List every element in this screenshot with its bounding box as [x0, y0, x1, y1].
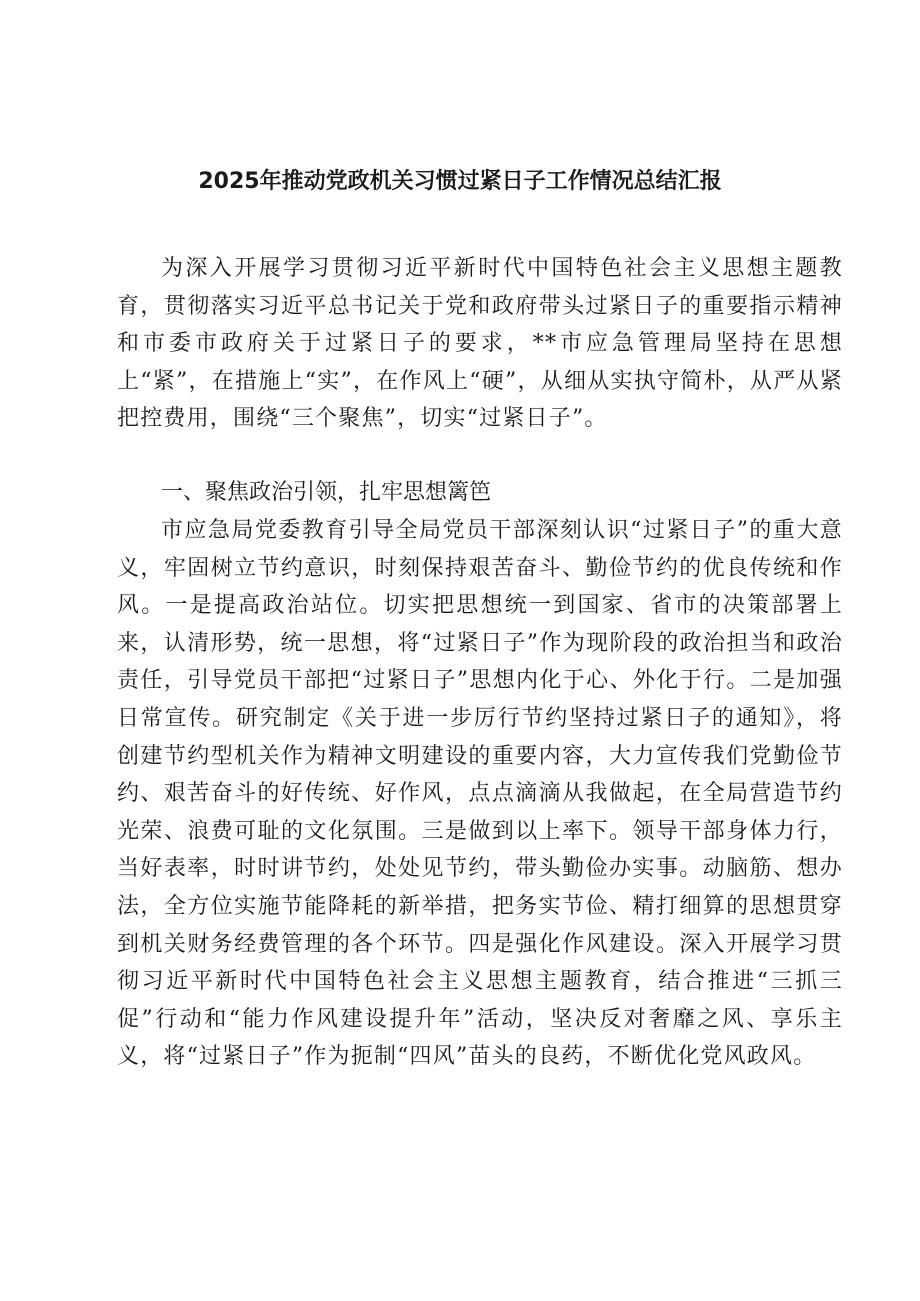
- section-heading: 一、聚焦政治引领，扎牢思想篱笆: [161, 480, 492, 505]
- section-paragraph: 市应急局党委教育引导全局党员干部深刻认识“过紧日子”的重大意义，牢固树立节约意识，时刻保持艰苦奋斗、勤俭节约的优良传统和作风。一是提高政治站位。切实把思想统一到国家、省市的决策部署上来，认清形势，统一思想，将“过紧日子”作为现阶段的政治担当和政治责任，引导党员干部把“过紧日子”思想内化于心、外化于行。二是加强日常宣传。研究制定《关于进一步厉行节约坚持过紧日子的通知》，将创建节约型机关作为精神文明建设的重要内容，大力宣传我们党勤俭节约、艰苦奋斗的好传统、好作风，点点滴滴从我做起，在全局营造节约光荣、浪费可耻的文化氛围。三是做到以上率下。领导干部身体力行，当好表率，时时讲节约，处处见节约，带头勤俭办实事。动脑筋、想办法，全方位实施节能降耗的新举措，把务实节俭、精打细算的思想贯穿到机关财务经费管理的各个环节。四是强化作风建设。深入开展学习贯彻习近平新时代中国特色社会主义思想主题教育，结合推进“三抓三促”行动和“能力作风建设提升年”活动，坚决反对奢靡之风、享乐主义，将“过紧日子”作为扼制“四风”苗头的良药，不断优化党风政风。: [117, 518, 843, 1070]
- intro-paragraph: 为深入开展学习贯彻习近平新时代中国特色社会主义思想主题教育，贯彻落实习近平总书记关于党和政府带头过紧日子的重要指示精神和市委市政府关于过紧日子的要求，**市应急管理局坚持在思想上“紧”，在措施上“实”，在作风上“硬”，从细从实执守简朴，从严从紧把控费用，围绕“三个聚焦”，切实“过紧日子”。: [117, 256, 843, 432]
- document-title: 2025年推动党政机关习惯过紧日子工作情况总结汇报: [198, 169, 722, 194]
